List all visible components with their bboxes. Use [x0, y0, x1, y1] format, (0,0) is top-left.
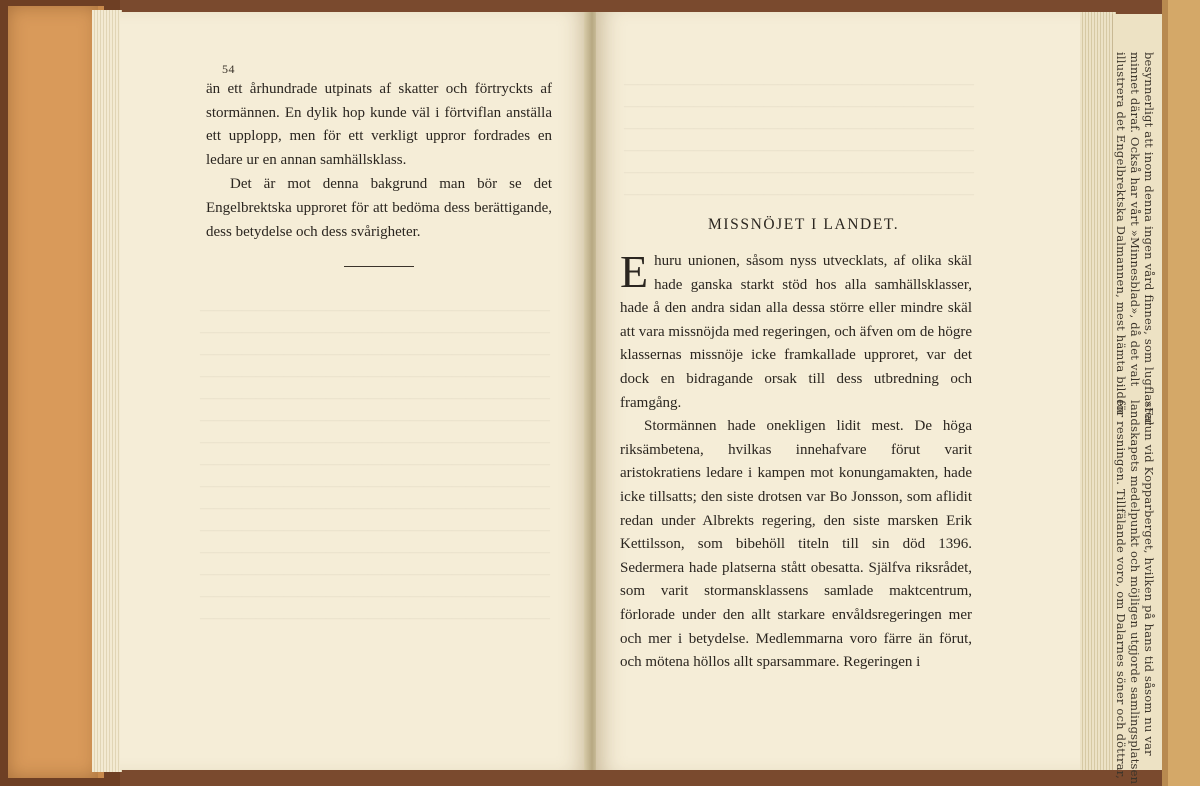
left-paragraph-1: än ett århundrade utpinats af skatter och förtryckts af stormännen. En dylik hop kunde väl i förtviflan anställa ett upplopp, men för ett verkligt uppror fordrades en ledare ur en annan samhällsklass.: [206, 81, 552, 168]
right-page-edges: [1080, 12, 1116, 770]
strip-line-2: minnet däraf. Också har vårt »Minnesblad», då det valt: [1128, 52, 1142, 387]
left-page-edges: [92, 10, 122, 772]
page-number: 54: [222, 62, 235, 76]
chapter-heading: MISSNÖJET I LANDET.: [708, 216, 900, 233]
right-paragraph-1-text: huru unionen, såsom nyss utvecklats, af olika skäl hade ganska starkt stöd hos alla samhällsklasser, hade å den andra sidan alla dessa större eller mindre skäl att vara missnöjda med regeringen, och äfven om de högre klassernas missnöje icke framkallade upproret, var det dock en bidragande orsak till dess utbredning och framgång.: [620, 253, 972, 411]
right-cover-edge: [1162, 0, 1168, 786]
drop-cap: E: [620, 246, 649, 297]
left-cover-board: [8, 6, 104, 778]
right-page-body: [620, 246, 972, 675]
right-paragraph-2: Stormännen hade onekligen lidit mest. De höga riksämbetena, hvilkas innehafvare förut varit aristokratiens ledare i kampen mot konungamakten, hade icke tillsatts; den siste drotsen var Bo Jonsson, som aflidit redan under Albrekts regering, den siste marsken Erik Kettilsson, som bibehöll titeln till sin död 1396. Sedermera hade platserna stått obesatta. Själfva riksrådet, som varit stormansklassens samlade maktcentrum, förlorade under den allt starkare envåldsregeringen mer och mer i betydelse. Medlemmarna voro färre än förut, och mötena höllos allt sparsammare. Regeringen i: [620, 418, 972, 671]
right-paragraph-1: [620, 246, 972, 415]
strip-line-3: illustrera det Engelbrektska Dalmannen, mest hämta bilden: [1114, 52, 1128, 414]
right-book-cover: [1162, 0, 1200, 786]
strip-line-4: »Falun vid Kopparberget, hvilken på hans tid såsom nu var: [1142, 400, 1156, 756]
left-page-body: [206, 78, 552, 244]
strip-line-1: besynnerligt att inom denna ingen vård finnes, som lugflaster: [1142, 52, 1156, 426]
section-divider-rule: [344, 266, 414, 267]
strip-line-6: för resningen. Tillfälande voro, om Dalarnes söner och döttrar,: [1114, 400, 1128, 779]
left-paragraph-2: Det är mot denna bakgrund man bör se det Engelbrektska upproret för att bedöma dess berättigande, dess betydelse och dess svårigheter.: [206, 176, 552, 240]
strip-line-5: landskapets medelpunkt och möjligen utgjorde samlingsplatsen: [1128, 400, 1142, 785]
